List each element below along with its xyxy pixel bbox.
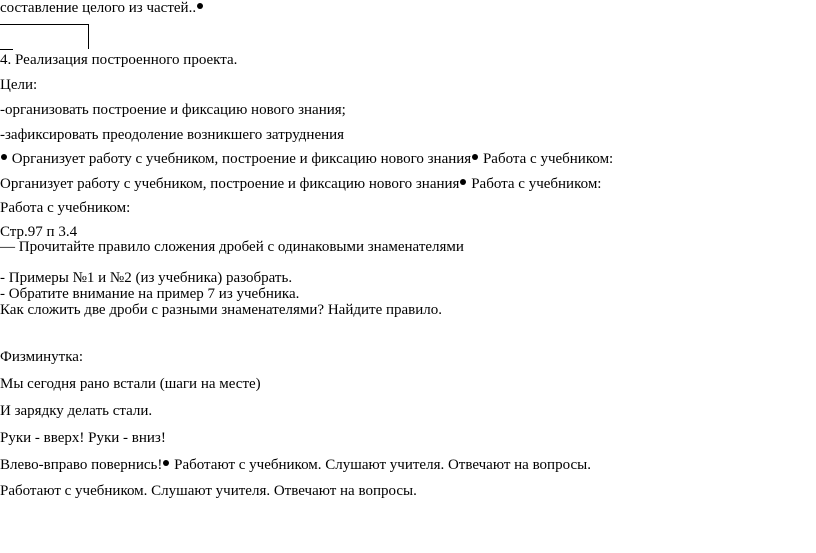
students-activity: Работают с учебником. Слушают учителя. Отвечают на вопросы. [174,457,591,473]
activity-line-repeat [0,176,601,193]
activity-line [0,151,613,168]
task-item-4: Как сложить две дроби с разными знаменателями? Найдите правило. [0,302,443,318]
table-cell-border [0,24,89,49]
bullet-icon [1,154,7,160]
goal-item-2: -зафиксировать преодоление возникшего затруднения [0,127,345,143]
verse-line-1: Мы сегодня рано встали (шаги на месте) [0,376,261,392]
text-line-parts [0,0,204,17]
verse-line-4: Влево-вправо повернись! [0,457,163,473]
table-cell-border-bottom [0,49,13,50]
students-activity-repeat: Работают с учебником. Слушают учителя. Отвечают на вопросы. [0,483,417,499]
bullet-icon [472,154,478,160]
line-text: составление целого из частей.. [0,0,197,16]
work-label: Работа с учебником: [0,200,131,216]
teacher-action-repeat: Организует работу с учебником, построение и фиксацию нового знания [0,176,460,192]
task-item-3: - Обратите внимание на пример 7 из учебника. [0,286,300,302]
verse-line-3: Руки - вверх! Руки - вниз! [0,430,166,446]
verse-line-2: И зарядку делать стали. [0,403,153,419]
page-reference: Стр.97 п 3.4 [0,224,78,240]
teacher-action: Организует работу с учебником, построение и фиксацию нового знания [11,151,472,167]
student-action-repeat: Работа с учебником: [471,176,602,192]
bullet-icon [163,460,169,466]
task-item-2: - Примеры №1 и №2 (из учебника) разобрать. [0,270,293,286]
section-title: 4. Реализация построенного проекта. [0,52,238,68]
task-item-1: — Прочитайте правило сложения дробей с одинаковыми знаменателями [0,239,464,255]
verse-activity-line [0,457,591,474]
student-action: Работа с учебником: [482,151,614,167]
fizminutka-title: Физминутка: [0,349,84,365]
goals-label: Цели: [0,77,38,93]
bullet-icon [460,179,466,185]
bullet-icon [197,3,203,9]
goal-item-1: -организовать построение и фиксацию нового знания; [0,102,346,118]
